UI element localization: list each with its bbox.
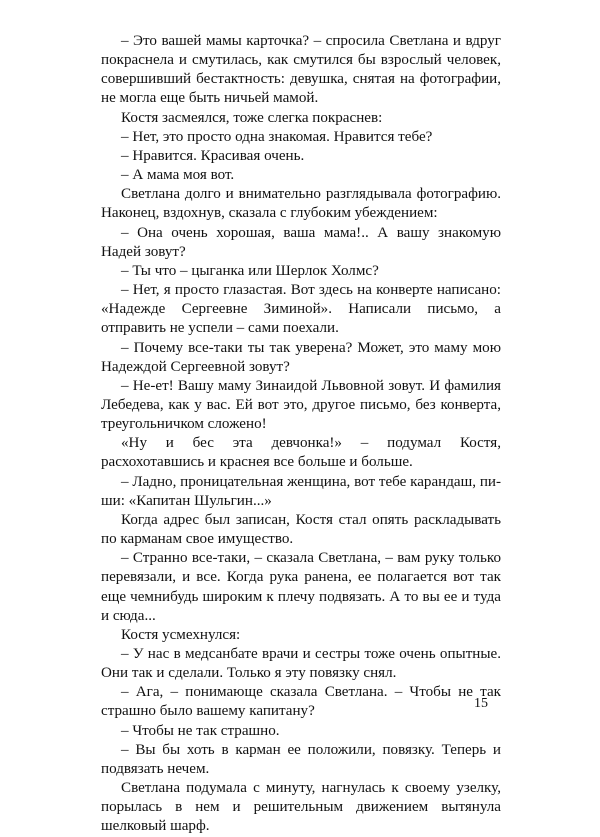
paragraph-7: – Она очень хорошая, ваша мама!.. А вашу знакомую Надей зовут? <box>101 224 501 260</box>
paragraph-5: – А мама моя вот. <box>121 167 235 184</box>
paragraph-20: – Вы бы хоть в карман ее положили, повязку. Теперь и подвязать нечем. <box>101 741 501 777</box>
paragraph-9: – Нет, я просто глазастая. Вот здесь на конверте написано: «Надежде Сергеевне Зиминой». Написали письмо, а отправить не успели – сами поехали. <box>101 282 501 337</box>
paragraph-14: Когда адрес был записан, Костя стал опять раскладывать по карманам свое имущество. <box>101 511 501 548</box>
paragraph-12: «Ну и бес эта девчонка!» – подумал Костя, расхохотавшись и краснея все больше и больше. <box>101 435 501 471</box>
paragraph-8: – Ты что – цыганка или Шерлок Холмс? <box>121 262 379 279</box>
paragraph-6: Светлана долго и внимательно разглядывала фотографию. Наконец, вздохнув, сказала с глубоким убеждением: <box>101 186 501 222</box>
paragraph-21: Светлана подумала с минуту, нагнулась к своему узелку, порылась в нем и решительным движением вытянула шелковый шарф. <box>101 780 501 835</box>
paragraph-1: – Это вашей мамы карточка? – спросила Светлана и вдруг покраснела и смутилась, как смутился бы взрослый человек, совершивший бестактность: девушка, снятая на фотографии, не могла еще быть ничьей мамой. <box>101 33 501 107</box>
paragraph-4: – Нравится. Красивая очень. <box>121 147 305 164</box>
paragraph-18: – Ага, – понимающе сказала Светлана. – Чтобы не так страшно было вашему капитану? <box>101 684 501 720</box>
paragraph-2: Костя засмеялся, тоже слегка покраснев: <box>121 109 383 126</box>
paragraph-16: Костя усмехнулся: <box>121 626 241 643</box>
paragraph-13: – Ладно, проницательная женщина, вот тебе карандаш, пиши: «Капитан Шульгин...» <box>101 473 501 509</box>
paragraph-10: – Почему все-таки ты так уверена? Может, это маму мою Надеждой Сергеевной зовут? <box>101 339 501 375</box>
page-number: 15 <box>474 696 488 711</box>
paragraph-15: – Странно все-таки, – сказала Светлана, – вам руку только перевязали, и все. Когда рука ранена, ее полагается вот так еще чемнибудь широким к плечу подвязать. А то вы ее и туда и сюда... <box>101 550 501 624</box>
paragraph-17: – У нас в медсанбате врачи и сестры тоже очень опытные. Они так и сделали. Только я эту повязку снял. <box>101 646 501 682</box>
paragraph-11: – Не-ет! Вашу маму Зинаидой Львовной зовут. И фамилия Лебедева, как у вас. Ей вот это, другое письмо, без конверта, треугольничком сложено! <box>101 377 501 433</box>
body-text <box>101 32 501 837</box>
paragraph-19: – Чтобы не так страшно. <box>121 722 280 739</box>
paragraph-3: – Нет, это просто одна знакомая. Нравится тебе? <box>121 128 433 145</box>
